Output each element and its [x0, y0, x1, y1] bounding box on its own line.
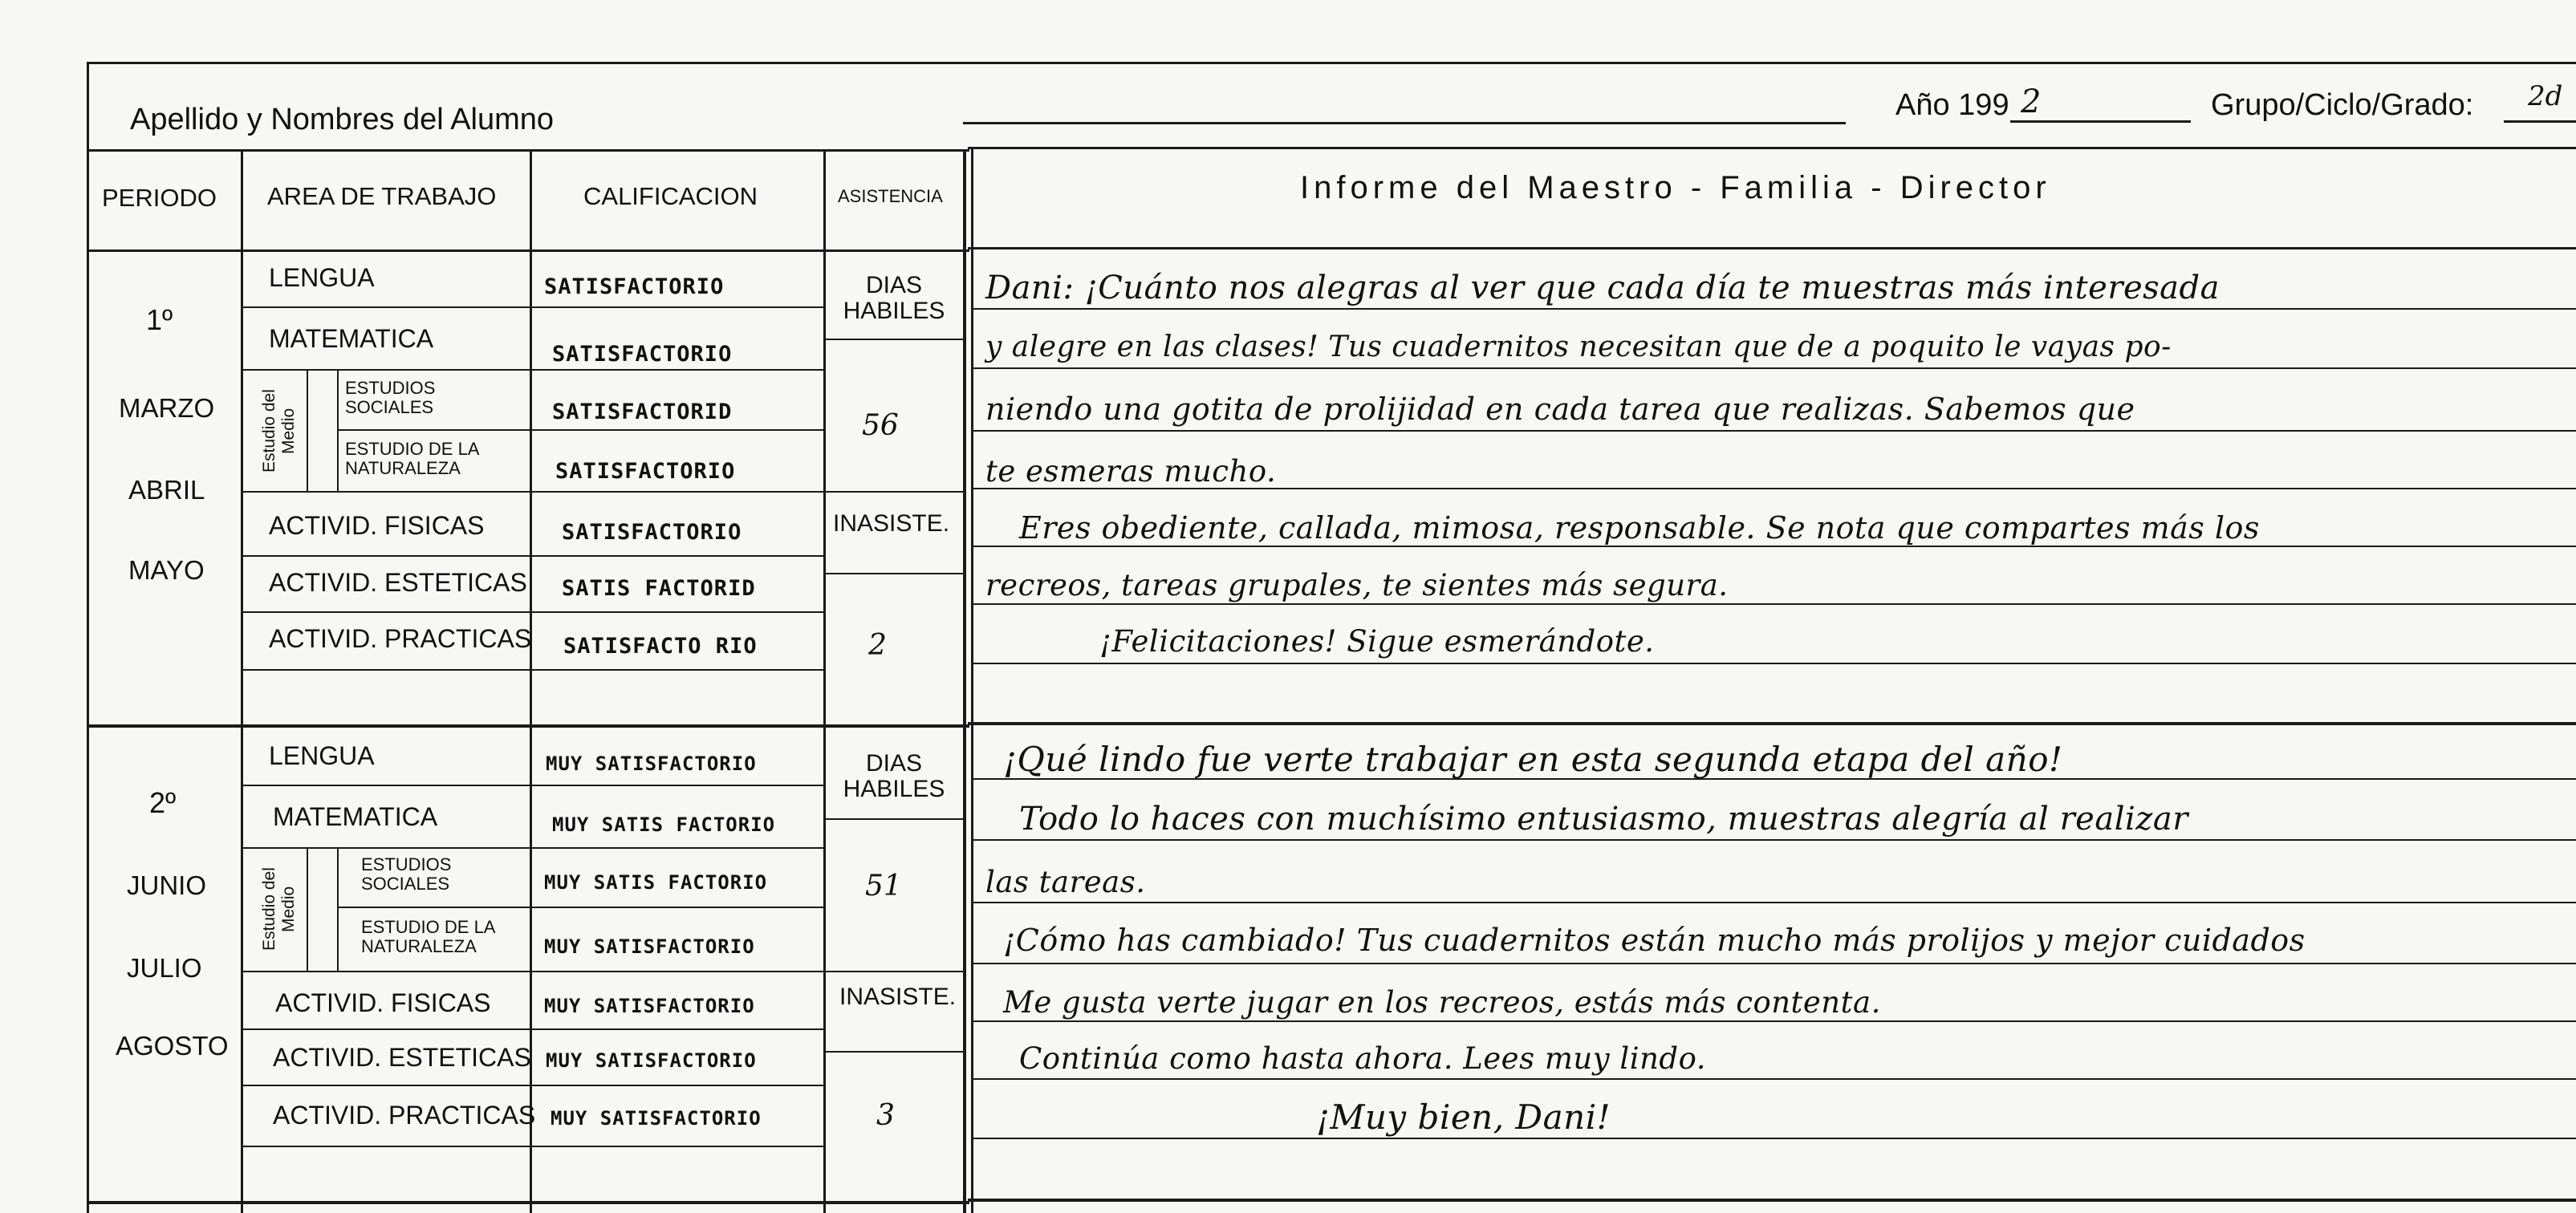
p1-month-3: MAYO — [128, 555, 205, 585]
period-divider-1 — [87, 724, 969, 728]
p2-grade-4: MUY SATISFACTORIO — [544, 935, 755, 958]
p1-area-fisicas: ACTIVID. FISICAS — [269, 511, 485, 540]
year-value: 2 — [2021, 83, 2042, 120]
p1-report-line-3: niendo una gotita de prolijidad en cada tarea que realizas. Sabemos que — [985, 391, 2135, 427]
p2-month-1: JUNIO — [127, 870, 206, 900]
p2-dias-value: 51 — [865, 870, 902, 903]
col-calificacion: CALIFICACION — [583, 182, 758, 210]
p2-att-3 — [823, 1051, 965, 1053]
p1-month-2: ABRIL — [128, 475, 205, 505]
p1-grade-4: SATISFACTORIO — [555, 459, 736, 484]
p2-area-lengua: LENGUA — [269, 741, 375, 770]
frame-left — [87, 62, 89, 1213]
p1-report-line-6: recreos, tareas grupales, te sientes más segura. — [985, 568, 1729, 602]
p1-row-1 — [241, 306, 823, 308]
col-informe: Informe del Maestro - Familia - Director — [1300, 170, 2051, 205]
col-sep-1 — [241, 149, 243, 1213]
guide-p2-4 — [973, 963, 2576, 964]
p2-report-line-7: ¡Muy bien, Dani! — [1316, 1097, 1611, 1137]
guide-p1-6 — [973, 603, 2576, 605]
guide-p1-5 — [973, 546, 2576, 547]
p1-dias-label: DIAS HABILES — [843, 272, 945, 324]
p1-row-7 — [241, 669, 823, 671]
p2-month-3: AGOSTO — [116, 1031, 229, 1061]
p1-inasist-value: 2 — [868, 629, 887, 662]
period-divider-1-right — [968, 722, 2576, 725]
col-area: AREA DE TRABAJO — [267, 182, 497, 210]
p1-area-medio — [260, 377, 302, 485]
header-rule — [87, 149, 969, 152]
p2-area-sociales: ESTUDIOS SOCIALES — [361, 854, 452, 894]
p1-report-line-1: Dani: ¡Cuánto nos alegras al ver que cada día te muestras más interesada — [985, 270, 2220, 306]
p2-dias-label: DIAS HABILES — [843, 750, 945, 802]
p2-report-line-4: ¡Cómo has cambiado! Tus cuadernitos están mucho más prolijos y mejor cuidados — [1003, 923, 2306, 958]
p2-inasist-label: INASISTE. — [839, 984, 957, 1010]
p2-medio-sep — [307, 847, 308, 971]
p2-report-line-6: Continúa como hasta ahora. Lees muy lindo. — [1019, 1041, 1706, 1076]
p1-report-line-2: y alegre en las clases! Tus cuadernitos necesitan que de a poquito le vayas po- — [985, 331, 2172, 363]
student-name-field — [963, 122, 1846, 124]
period-divider-2 — [87, 1201, 969, 1204]
p1-row-6 — [241, 611, 823, 613]
p1-month-1: MARZO — [119, 393, 215, 423]
p2-grade-2: MUY SATIS FACTORIO — [552, 813, 776, 836]
p1-area-matematica: MATEMATICA — [269, 324, 434, 353]
p1-grade-3: SATISFACTORID — [552, 400, 733, 424]
p2-grade-7: MUY SATISFACTORIO — [551, 1107, 762, 1130]
p2-att-1 — [823, 818, 965, 820]
p1-att-2 — [823, 491, 965, 493]
p2-area-esteticas: ACTIVID. ESTETICAS — [273, 1043, 531, 1072]
p2-report-line-2: Todo lo haces con muchísimo entusiasmo, muestras alegría al realizar — [1019, 801, 2188, 838]
p1-area-esteticas: ACTIVID. ESTETICAS — [269, 568, 527, 597]
header-rule-right — [968, 147, 2576, 149]
p1-grade-1: SATISFACTORIO — [544, 274, 725, 299]
p2-medio-sep-2 — [337, 847, 339, 971]
p2-area-naturaleza: ESTUDIO DE LA NATURALEZA — [361, 917, 495, 956]
p2-month-2: JULIO — [127, 953, 202, 983]
p1-grade-7: SATISFACTO RIO — [563, 634, 758, 659]
p2-row-6 — [241, 1085, 823, 1086]
guide-p2-6 — [973, 1078, 2576, 1080]
p1-report-line-7: ¡Felicitaciones! Sigue esmerándote. — [1099, 624, 1655, 659]
p2-number: 2º — [149, 786, 177, 819]
p1-inasist-label: INASISTE. — [833, 510, 950, 537]
guide-p2-7 — [973, 1138, 2576, 1139]
period-divider-2-right — [968, 1199, 2576, 1202]
col-periodo: PERIODO — [102, 184, 217, 212]
p1-area-medio-text: Estudio del Medio — [260, 389, 298, 473]
p2-area-fisicas: ACTIVID. FISICAS — [275, 988, 491, 1017]
guide-p1-1 — [973, 308, 2576, 310]
p1-number: 1º — [146, 303, 173, 336]
p1-area-naturaleza: ESTUDIO DE LA NATURALEZA — [345, 439, 479, 478]
p2-row-4 — [241, 971, 823, 972]
grade-label: Grupo/Ciclo/Grado: — [2211, 88, 2474, 122]
p2-row-2 — [241, 847, 823, 849]
p1-grade-5: SATISFACTORIO — [562, 520, 742, 545]
p2-area-medio — [260, 855, 302, 964]
p1-area-lengua: LENGUA — [269, 263, 375, 292]
p2-area-matematica: MATEMATICA — [273, 802, 438, 831]
p1-medio-sep — [307, 369, 308, 491]
p1-row-3 — [337, 429, 823, 431]
guide-p2-5 — [973, 1020, 2576, 1022]
p2-att-2 — [823, 971, 965, 972]
p2-report-line-5: Me gusta verte jugar en los recreos, estás más contenta. — [1003, 985, 1881, 1020]
colhead-rule — [87, 249, 969, 252]
year-label: Año 199 — [1895, 88, 2009, 122]
col-asistencia: ASISTENCIA — [838, 186, 943, 206]
p1-report-line-5: Eres obediente, callada, mimosa, responsable. Se nota que compartes más los — [1019, 510, 2260, 546]
year-field — [2010, 120, 2191, 123]
p2-area-practicas: ACTIVID. PRACTICAS — [273, 1101, 536, 1130]
p1-row-2 — [241, 369, 823, 371]
p2-report-line-3: las tareas. — [985, 865, 1146, 899]
p2-grade-5: MUY SATISFACTORIO — [544, 995, 755, 1017]
p1-att-3 — [823, 573, 965, 574]
p1-row-4 — [241, 491, 823, 493]
frame-top — [87, 62, 2576, 64]
p2-inasist-value: 3 — [876, 1099, 895, 1132]
p2-row-5 — [241, 1028, 823, 1030]
p2-grade-1: MUY SATISFACTORIO — [546, 753, 757, 775]
guide-p2-3 — [973, 902, 2576, 903]
p2-grade-3: MUY SATIS FACTORIO — [544, 871, 768, 894]
p2-area-medio-text: Estudio del Medio — [260, 867, 298, 951]
p1-area-practicas: ACTIVID. PRACTICAS — [269, 624, 532, 653]
guide-p2-2 — [973, 839, 2576, 841]
p1-grade-2: SATISFACTORIO — [552, 342, 733, 367]
p1-medio-sep-2 — [337, 369, 339, 491]
p2-report-line-1: ¡Qué lindo fue verte trabajar en esta segunda etapa del año! — [1003, 740, 2063, 779]
p2-row-1 — [241, 785, 823, 786]
p1-report-line-4: te esmeras mucho. — [985, 454, 1277, 489]
p1-dias-value: 56 — [862, 409, 899, 442]
p2-grade-6: MUY SATISFACTORIO — [546, 1049, 757, 1072]
p1-row-5 — [241, 555, 823, 557]
p1-area-sociales: ESTUDIOS SOCIALES — [345, 378, 436, 417]
p2-row-3 — [337, 907, 823, 908]
guide-p1-3 — [973, 430, 2576, 432]
student-name-label: Apellido y Nombres del Alumno — [130, 103, 555, 136]
p2-row-7 — [241, 1146, 823, 1147]
colhead-rule-right — [968, 247, 2576, 249]
p1-grade-6: SATIS FACTORID — [562, 576, 756, 601]
guide-p1-7 — [973, 663, 2576, 664]
guide-p1-2 — [973, 367, 2576, 369]
grade-field — [2504, 120, 2576, 123]
p1-att-1 — [823, 339, 965, 340]
col-sep-4 — [963, 149, 966, 1213]
grade-value: 2d — [2528, 80, 2563, 112]
col-sep-3 — [823, 149, 826, 1213]
